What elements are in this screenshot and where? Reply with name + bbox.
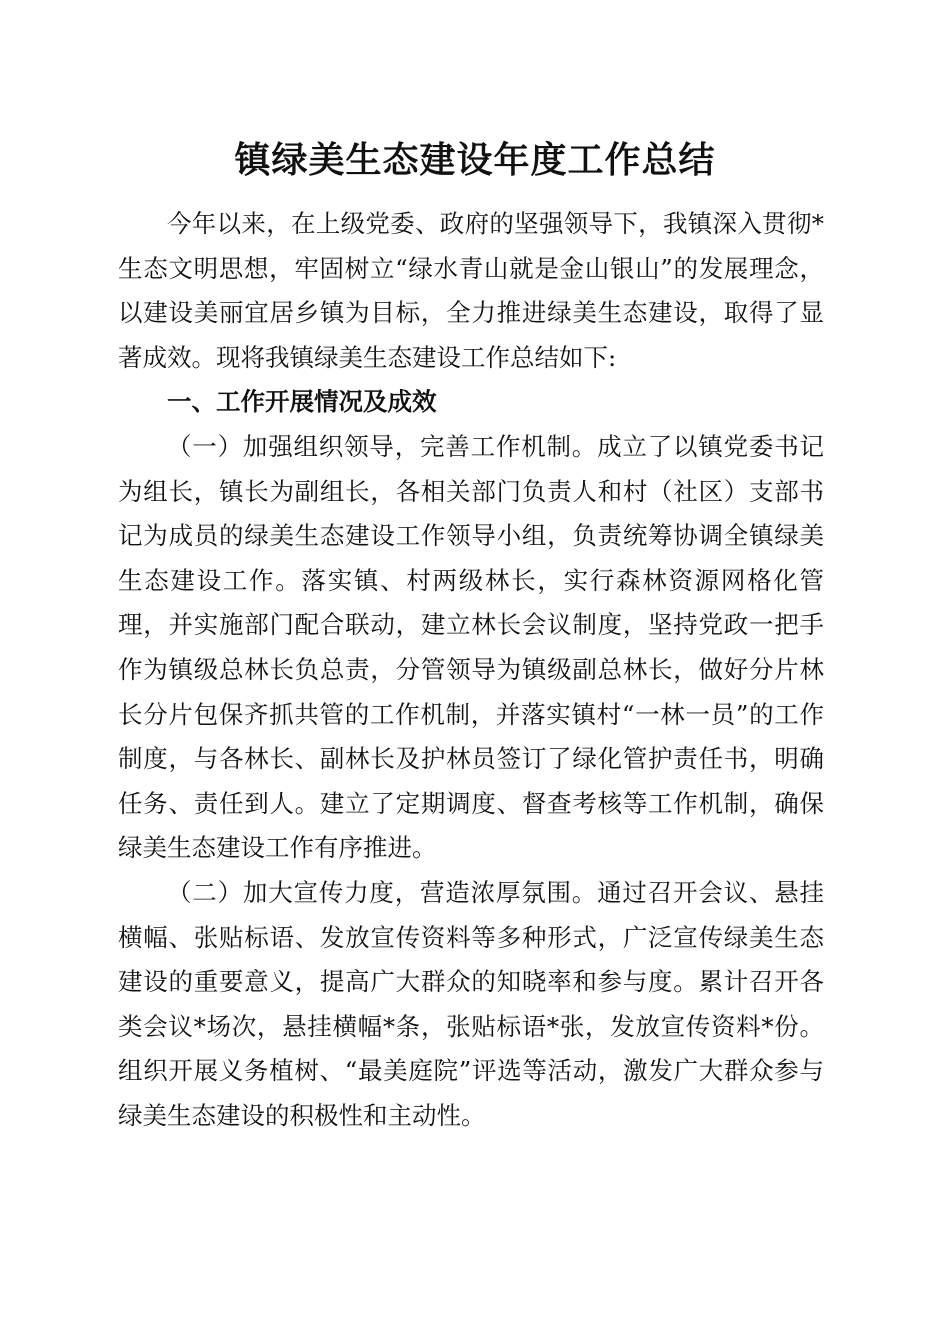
intro-paragraph: 今年以来，在上级党委、政府的坚强领导下，我镇深入贯彻*生态文明思想，牢固树立“绿水青山就是金山银山”的发展理念，以建设美丽宜居乡镇为目标，全力推进绿美生态建设，取得了显著成效。现将我镇绿美生态建设工作总结如下: <box>118 209 824 372</box>
document-title: 镇绿美生态建设年度工作总结 <box>234 139 716 181</box>
section-heading: 一、工作开展情况及成效 <box>167 387 437 417</box>
document-body <box>118 202 824 1138</box>
item-1-paragraph: （一）加强组织领导，完善工作机制。成立了以镇党委书记为组长，镇长为副组长，各相关部门负责人和村（社区）支部书记为成员的绿美生态建设工作领导小组，负责统筹协调全镇绿美生态建设工作。落实镇、村两级林长，实行森林资源网格化管理，并实施部门配合联动，建立林长会议制度，坚持党政一把手作为镇级总林长负总责，分管领导为镇级副总林长，做好分片林长分片包保齐抓共管的工作机制，并落实镇村“一林一员”的工作制度，与各林长、副林长及护林员签订了绿化管护责任书，明确任务、责任到人。建立了定期调度、督查考核等工作机制，确保绿美生态建设工作有序推进。 <box>118 431 824 863</box>
item-2-paragraph: （二）加大宣传力度，营造浓厚氛围。通过召开会议、悬挂横幅、张贴标语、发放宣传资料等多种形式，广泛宣传绿美生态建设的重要意义，提高广大群众的知晓率和参与度。累计召开各类会议*场次，悬挂横幅*条，张贴标语*张，发放宣传资料*份。组织开展义务植树、“最美庭院”评选等活动，激发广大群众参与绿美生态建设的积极性和主动性。 <box>118 877 824 1130</box>
